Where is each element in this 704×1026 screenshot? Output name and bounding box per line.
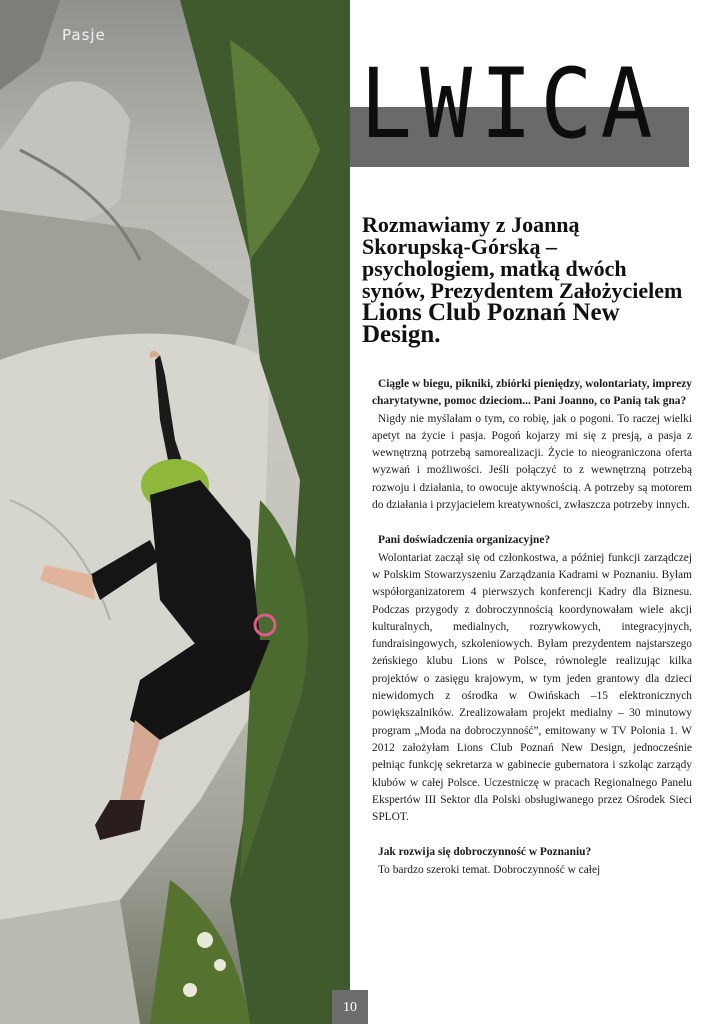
lead-paragraph <box>362 214 692 346</box>
answer-2: Wolontariat zaczął się od członkostwa, a później funkcji zarządczej w Polskim Stowarzyszeniu Zarządzania Kadrami w Poznaniu. Byłam współorganizatorem 4 pierwszych konferencji Kadry dla Biznesu. Podczas przygody z dobroczynnością koordynowałam wiele akcji kulturalnych, medialnych, rozrywkowych, integracyjnych, fundraisingowych, szkoleniowych. Byłam prezydentem najstarszego żeńskiego klubu Lions w Polsce, równolegle realizując kilka projektów o zasięgu krajowym, w tym jeden grantowy dla dzieci niewidomych z ośrodka w Owińskach –15 elektronicznych powiększalników. Zrealizowałam projekt medialny – 30 minutowy program „Moda na dobroczynność”, emitowany w TV Polonia 1. W 2012 założyłam Lions Club Poznań New Design, jednocześnie pełniąc funkcję sekretarza w gabinecie gubernatora i szkoląc zarządy klubów w całej Polsce. Uczestniczę w pracach Regionalnego Panelu Ekspertów III Sektor dla Polski obsługiwanego przez Ośrodek Sieci SPLOT. <box>372 551 692 824</box>
question-1: Ciągle w biegu, pikniki, zbiórki pieniędzy, wolontariaty, imprezy charytatywne, pomoc dzieciom... Pani Joanno, co Panią tak gna? <box>372 378 692 408</box>
climber-illustration <box>0 0 350 1024</box>
lead-intro: Rozmawiamy z Joanną Skorupską-Górską – psychologiem, matką dwóch synów, Prezydentem Założycielem <box>362 212 683 303</box>
lead-club-name: Lions Club Poznań New Design. <box>362 299 620 348</box>
article-body <box>372 376 692 879</box>
answer-1: Nigdy nie myślałam o tym, co robię, jak o pogoni. To raczej wielki apetyt na życie i pasja. Pogoń kojarzy mi się z presją, a pasja z wewnętrzną potrzebą samorealizacji. Życie to nieograniczona oferta wyzwań i możliwości. Jeśli połączyć to z wewnętrzną potrzebą rozwoju i działania, to owocuje aktywnością. A potrzeby są motorem do działania i przyjacielem kreatywności, zwłaszcza potrzeby innych. <box>372 412 692 512</box>
climber-photo <box>0 0 350 1024</box>
page-number: 10 <box>332 990 368 1024</box>
question-3: Jak rozwija się dobroczynność w Poznaniu? <box>378 846 592 859</box>
question-2: Pani doświadczenia organizacyjne? <box>378 534 551 547</box>
article-title: LWICA <box>360 48 661 160</box>
section-tag: Pasje <box>62 26 106 44</box>
answer-3: To bardzo szeroki temat. Dobroczynność w całej <box>378 863 601 876</box>
